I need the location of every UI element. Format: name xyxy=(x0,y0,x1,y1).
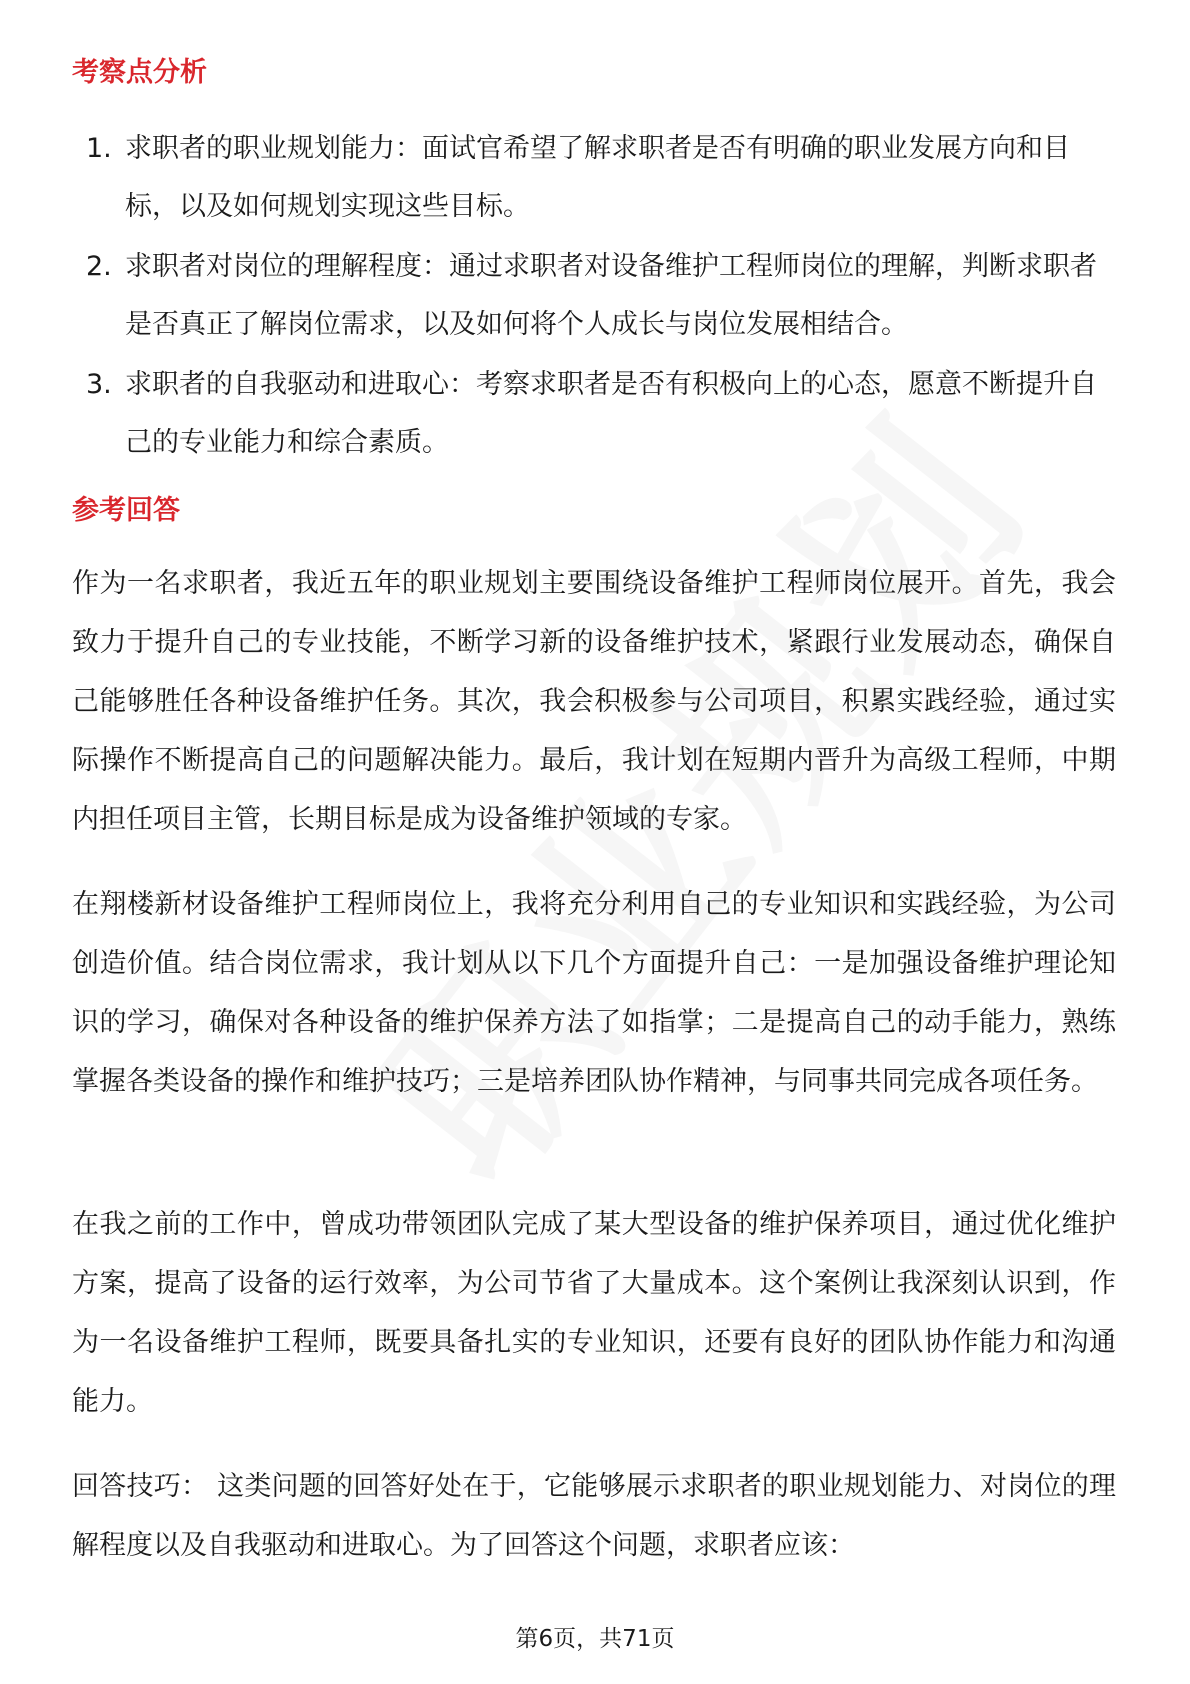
answer-paragraph: 在我之前的工作中，曾成功带领团队完成了某大型设备的维护保养项目，通过优化维护方案，提高了设备的运行效率，为公司节省了大量成本。这个案例让我深刻认识到，作为一名设备维护工程师，既要具备扎实的专业知识，还要有良好的团队协作能力和沟通能力。 xyxy=(72,1209,1116,1417)
list-item xyxy=(0,238,1115,354)
list-item xyxy=(0,356,1115,472)
answer-paragraph: 作为一名求职者，我近五年的职业规划主要围绕设备维护工程师岗位展开。首先，我会致力于提升自己的专业技能，不断学习新的设备维护技术，紧跟行业发展动态，确保自己能够胜任各种设备维护任务。其次，我会积极参与公司项目，积累实践经验，通过实际操作不断提高自己的问题解决能力。最后，我计划在短期内晋升为高级工程师，中期内担任项目主管，长期目标是成为设备维护领域的专家。 xyxy=(72,568,1116,835)
analysis-list xyxy=(0,120,1190,474)
list-item-number: 3. xyxy=(86,369,112,400)
list-item-number: 1. xyxy=(86,133,112,164)
section-heading-analysis: 考察点分析 xyxy=(72,57,207,88)
section-heading-answer: 参考回答 xyxy=(72,495,180,526)
answer-tips-paragraph: 回答技巧： 这类问题的回答好处在于，它能够展示求职者的职业规划能力、对岗位的理解程度以及自我驱动和进取心。为了回答这个问题，求职者应该： xyxy=(72,1471,1116,1561)
list-item-number: 2. xyxy=(86,251,112,282)
list-item-text: 求职者的职业规划能力：面试官希望了解求职者是否有明确的职业发展方向和目标，以及如何规划实现这些目标。 xyxy=(125,133,1070,222)
answer-paragraph: 在翔楼新材设备维护工程师岗位上，我将充分利用自己的专业知识和实践经验，为公司创造价值。结合岗位需求，我计划从以下几个方面提升自己：一是加强设备维护理论知识的学习，确保对各种设备的维护保养方法了如指掌；二是提高自己的动手能力，熟练掌握各类设备的操作和维护技巧；三是培养团队协作精神，与同事共同完成各项任务。 xyxy=(72,889,1116,1097)
list-item xyxy=(0,120,1115,236)
list-item-text: 求职者的自我驱动和进取心：考察求职者是否有积极向上的心态，愿意不断提升自己的专业能力和综合素质。 xyxy=(125,369,1097,458)
page-number: 第6页，共71页 xyxy=(515,1626,675,1652)
list-item-text: 求职者对岗位的理解程度：通过求职者对设备维护工程师岗位的理解，判断求职者是否真正了解岗位需求，以及如何将个人成长与岗位发展相结合。 xyxy=(125,251,1097,340)
